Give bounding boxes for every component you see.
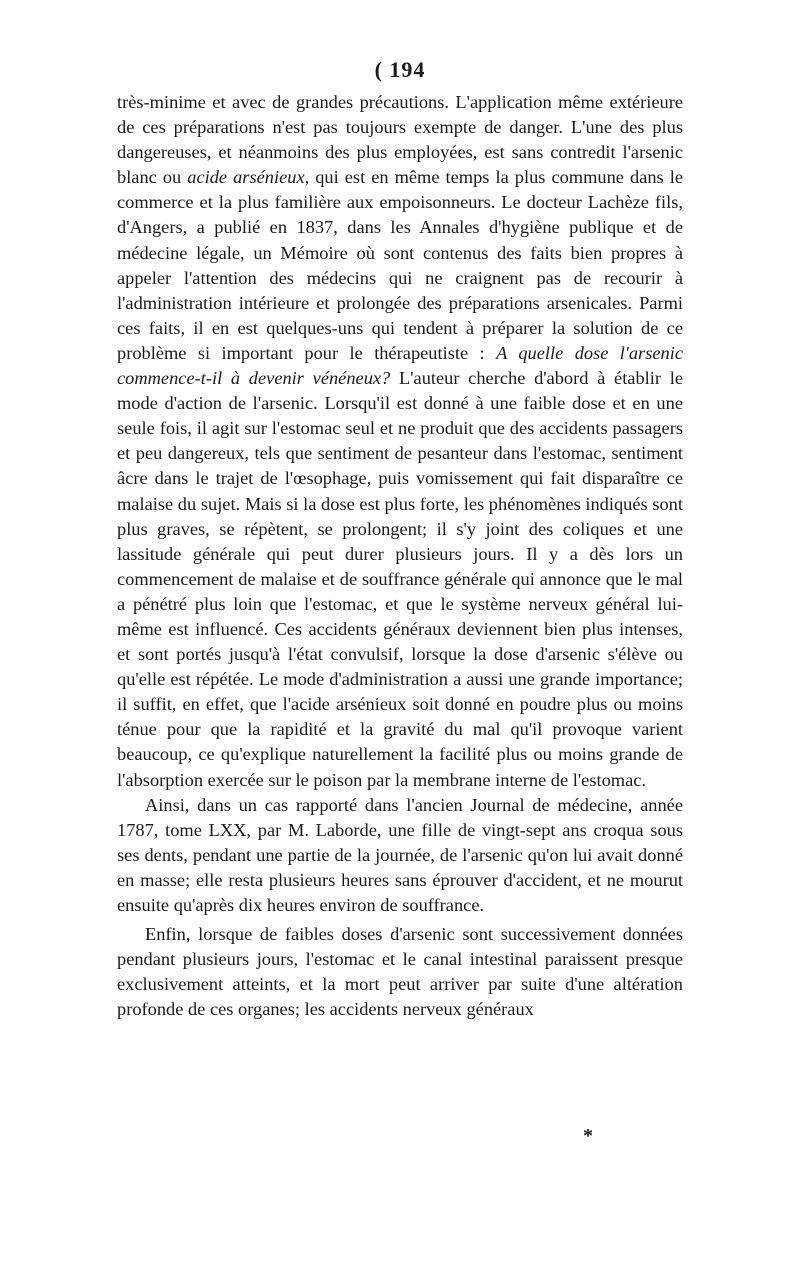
paragraph-1 xyxy=(117,90,683,793)
text-run: Ainsi, dans un cas rapporté dans l'ancien Journal de médecine, année 1787, tome LXX, par M. Laborde, une fille de vingt-sept ans croqua sous ses dents, pendant une partie de la journée, de l'arsenic qu'on lui avait donné en masse; elle resta plusieurs heures sans éprouver d'accident, et ne mourut ensuite qu'après dix heures environ de souffrance. xyxy=(117,794,683,915)
paragraph-3 xyxy=(117,922,683,1022)
text-run: , qui est en même temps la plus commune dans le commerce et la plus familière aux empoisonneurs. Le docteur Lachèze fils, d'Angers, a publié en 1837, dans les Annales d'hygiène publique et de médecine légale, un Mémoire où sont contenus des faits bien propres à appeler l'attention des médecins qui ne craignent pas de recourir à l'administration intérieure et prolongée des préparations arsenicales. Parmi ces faits, il en est quelques-uns qui tendent à préparer la solution de ce problème si important pour le thérapeutiste : xyxy=(117,167,683,363)
body-text xyxy=(117,90,683,1022)
text-run: très-minime et avec de grandes précautions. L'application même extérieure de ces préparations n'est pas toujours exempte de danger. L'une des plus dangereuses, et néanmoins des plus employées, est sans contredit l'arsenic blanc ou xyxy=(117,92,683,188)
text-run: Enfin, lorsque de faibles doses d'arsenic sont successivement données pendant plusieurs jours, l'estomac et le canal intestinal paraissent presque exclusivement atteints, et la mort peut arriver par suite d'une altération profonde de ces organes; les accidents nerveux généraux xyxy=(117,924,683,1020)
italic-term: acide arsénieux xyxy=(187,167,305,188)
text-run: L'auteur cherche d'abord à établir le mode d'action de l'arsenic. Lorsqu'il est donné à une faible dose et en une seule fois, il agit sur l'estomac seul et ne produit que des accidents passagers et peu dangereux, tels que sentiment de pesanteur dans l'estomac, sentiment âcre dans le trajet de l'œsophage, puis vomissement qui fait disparaître ce malaise du sujet. Mais si la dose est plus forte, les phénomènes indiqués sont plus graves, se répètent, se prolongent; il s'y joint des coliques et une lassitude générale qui peut durer plusieurs jours. Il y a dès lors un commencement de malaise et de souffrance générale qui annonce que le mal a pénétré plus loin que l'estomac, et que le système nerveux général lui-même est influencé. Ces accidents généraux deviennent bien plus intenses, et sont portés jusqu'à l'état convulsif, lorsque la dose d'arsenic s'élève ou qu'elle est répétée. Le mode d'administration a aussi une grande importance; il suffit, en effet, que l'acide arsénieux soit donné en poudre plus ou moins ténue pour que la rapidité et la gravité du mal qu'il provoque varient beaucoup, ce qu'explique naturellement la facilité plus ou moins grande de l'absorption exercée sur le poison par la membrane interne de l'estomac. xyxy=(117,368,683,790)
signature-mark: * xyxy=(583,1125,593,1147)
page-number: ( 194 xyxy=(374,57,426,82)
paragraph-2 xyxy=(117,793,683,918)
italic-question: A quelle dose l'arsenic commence-t-il à devenir vénéneux? xyxy=(117,342,683,389)
